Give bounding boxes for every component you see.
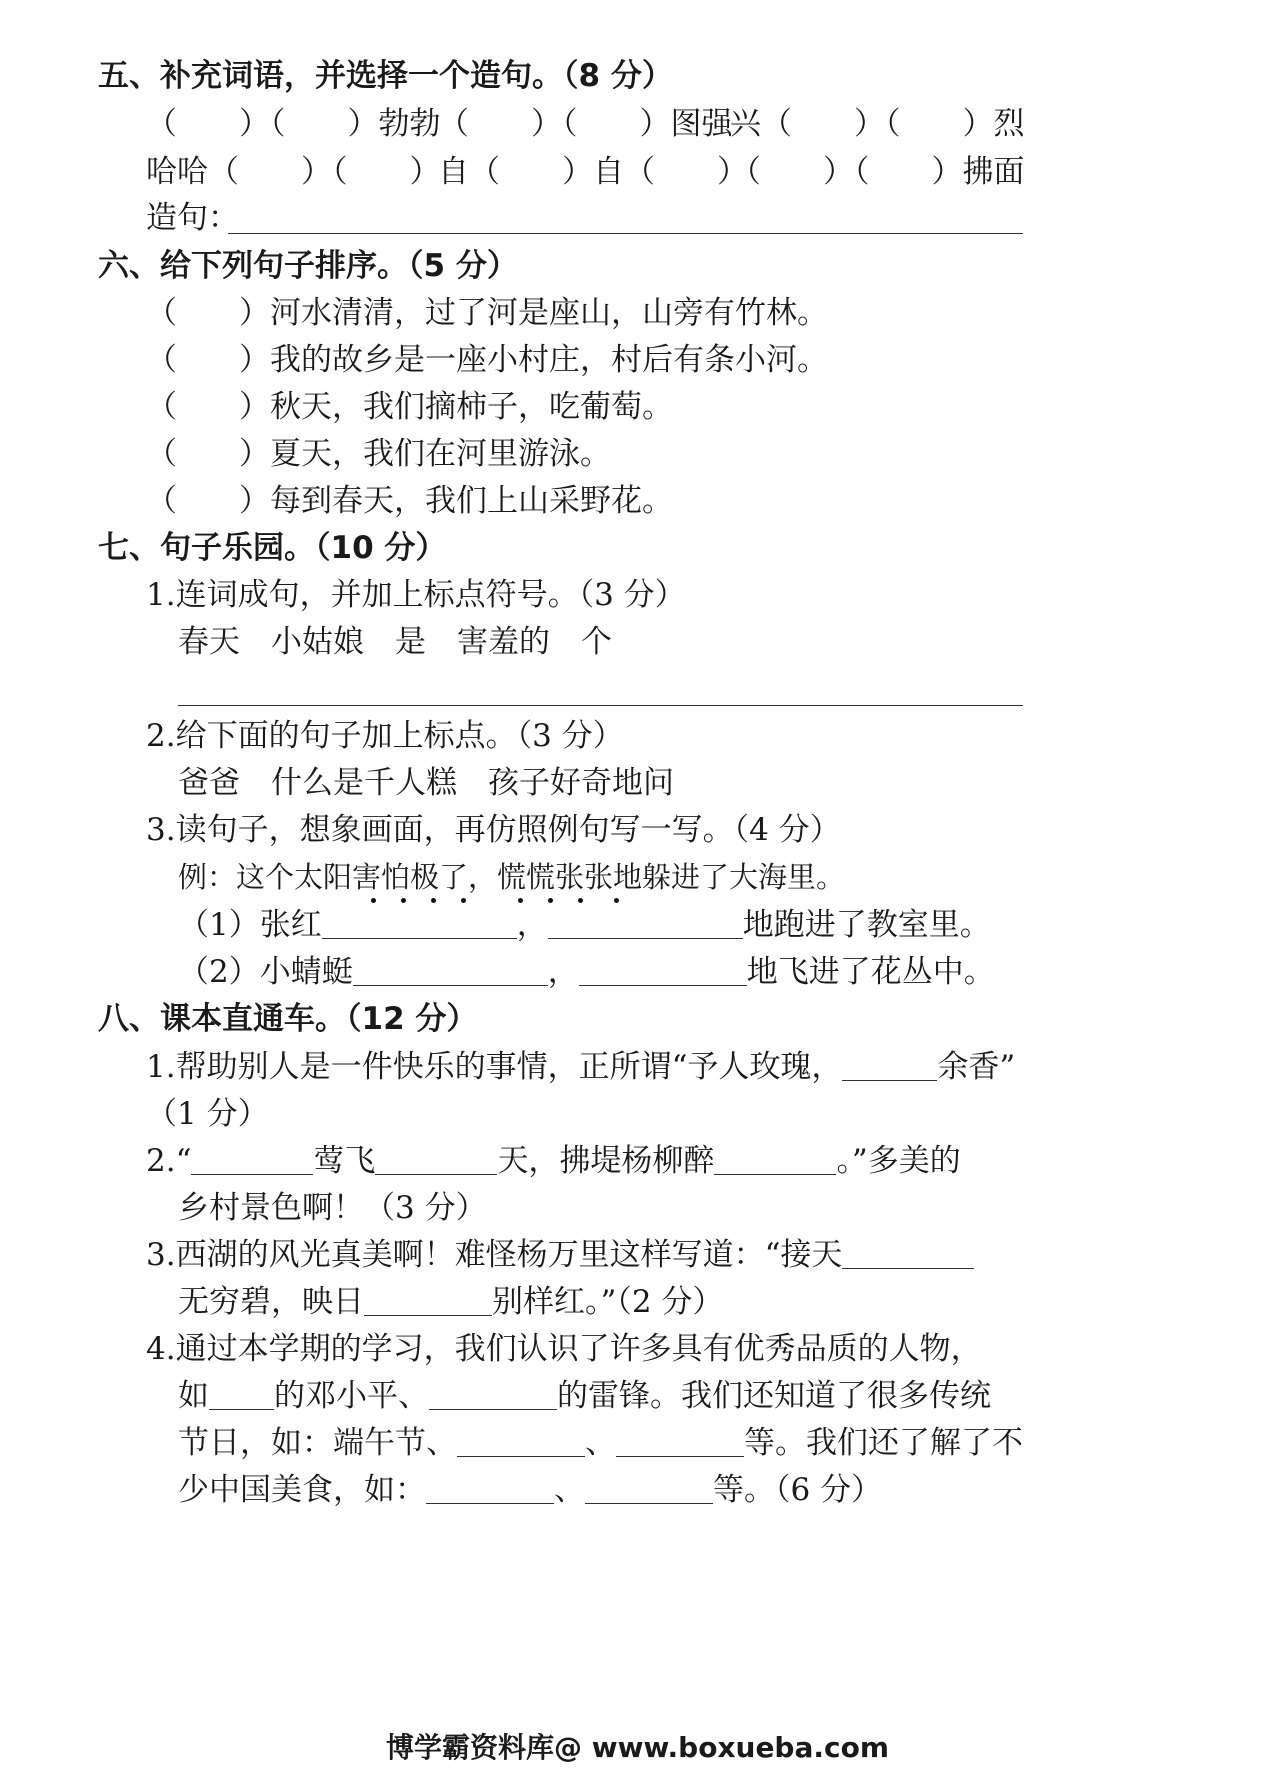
s8-q1-line1 bbox=[146, 1047, 1015, 1087]
s8-q4-l2-text-3: 的雷锋。我们还知道了很多传统 bbox=[557, 1378, 991, 1414]
s5-word-3: 兴（ ）（ ）烈 bbox=[730, 106, 1025, 142]
s8-q4-blank-5[interactable] bbox=[426, 1473, 554, 1504]
s8-q4-l3-text-2: 、 bbox=[585, 1425, 616, 1461]
s7-q2-sentence: 爸爸 什么是千人糕 孩子好奇地问 bbox=[178, 765, 674, 801]
s8-q4-blank-1[interactable] bbox=[209, 1379, 274, 1410]
s8-q1-blank[interactable] bbox=[842, 1050, 937, 1081]
s6-item-2: （ ）我的故乡是一座小村庄，村后有条小河。 bbox=[146, 342, 828, 378]
s8-q4-line1: 4.通过本学期的学习，我们认识了许多具有优秀品质的人物， bbox=[146, 1331, 982, 1367]
s8-q4-blank-3[interactable] bbox=[457, 1426, 585, 1457]
emphasis-dot bbox=[578, 898, 583, 903]
s8-q4-l4-text-2: 、 bbox=[554, 1472, 585, 1508]
s7-q1-words: 春天 小姑娘 是 害羞的 个 bbox=[178, 624, 612, 660]
s7-q3-text: 3.读句子，想象画面，再仿照例句写一写。（4 分） bbox=[146, 812, 841, 848]
s8-q2-blank-3[interactable] bbox=[714, 1144, 836, 1175]
s7-q3-p2-blank-1[interactable] bbox=[353, 955, 548, 986]
s7-q3-p2-sep: ， bbox=[547, 954, 579, 990]
emphasis-dot bbox=[371, 898, 376, 903]
s8-q4-l2-text-2: 的邓小平、 bbox=[274, 1378, 429, 1414]
s7-q3-p2-blank-2[interactable] bbox=[579, 955, 747, 986]
s8-q2-blank-1[interactable] bbox=[191, 1144, 313, 1175]
s8-q1-text: 1.帮助别人是一件快乐的事情，正所谓“予人玫瑰， bbox=[146, 1049, 843, 1085]
s8-q2-text-1: 莺飞 bbox=[313, 1143, 376, 1179]
s8-q4-l4-text-3: 等。（6 分） bbox=[713, 1472, 883, 1508]
s7-q3-p1-end: 地跑进了教室里。 bbox=[742, 907, 991, 943]
s5-word-2: （ ）（ ）图强 bbox=[438, 106, 733, 142]
s8-q3-text-3: 别样红。”（2 分） bbox=[492, 1284, 724, 1320]
s8-q1-end: 余香” bbox=[937, 1049, 1016, 1085]
emphasis-dot bbox=[614, 898, 619, 903]
s7-q3-p1-blank-1[interactable] bbox=[322, 908, 517, 939]
emphasis-dot bbox=[461, 898, 466, 903]
s7-q3-practice-1 bbox=[178, 905, 991, 945]
emphasis-dot bbox=[548, 898, 553, 903]
s7-q1-text: 1.连词成句，并加上标点符号。（3 分） bbox=[146, 577, 686, 613]
s8-q4-line2 bbox=[178, 1376, 991, 1416]
s5-word-5: 自（ ）自（ ） bbox=[438, 154, 748, 190]
s8-q2-line2: 乡村景色啊！（3 分） bbox=[178, 1190, 487, 1226]
s7-q2-text: 2.给下面的句子加上标点。（3 分） bbox=[146, 718, 624, 754]
s7-q3-p1-sep: ， bbox=[516, 907, 548, 943]
watermark-footer: 博学霸资料库@ www.boxueba.com bbox=[385, 1731, 890, 1764]
s8-q4-l3-text-1: 节日，如：端午节、 bbox=[178, 1425, 457, 1461]
s8-q2-open: 2.“ bbox=[146, 1143, 192, 1179]
s5-zaoju-label: 造句： bbox=[146, 200, 239, 236]
s7-q3-practice-2 bbox=[178, 952, 995, 992]
s5-word-1: （ ）（ ）勃勃 bbox=[146, 106, 441, 142]
section-5-title: 五、补充词语，并选择一个造句。（8 分） bbox=[98, 58, 673, 94]
s8-q4-l2-text-1: 如 bbox=[178, 1378, 209, 1414]
s8-q4-blank-4[interactable] bbox=[616, 1426, 744, 1457]
s8-q3-blank-1[interactable] bbox=[842, 1238, 974, 1269]
s7-q3-p1-start: （1）张红 bbox=[178, 907, 322, 943]
s8-q4-line3 bbox=[178, 1423, 1023, 1463]
s5-zaoju-line[interactable] bbox=[228, 233, 1023, 234]
s5-word-6: （ ）（ ）拂面 bbox=[730, 154, 1025, 190]
section-8-title: 八、课本直通车。（12 分） bbox=[98, 1001, 478, 1037]
s8-q3-text-2: 无穷碧，映日 bbox=[178, 1284, 364, 1320]
s8-q4-l4-text-1: 少中国美食，如： bbox=[178, 1472, 426, 1508]
s6-item-3: （ ）秋天，我们摘柿子，吃葡萄。 bbox=[146, 389, 673, 425]
section-7-title: 七、句子乐园。（10 分） bbox=[98, 530, 447, 566]
s6-item-1: （ ）河水清清，过了河是座山，山旁有竹林。 bbox=[146, 295, 828, 331]
s7-q3-p2-end: 地飞进了花丛中。 bbox=[746, 954, 995, 990]
s8-q4-line4 bbox=[178, 1470, 882, 1510]
s8-q3-line2 bbox=[178, 1282, 723, 1322]
s7-q3-p2-start: （2）小蜻蜓 bbox=[178, 954, 353, 990]
emphasis-dot bbox=[401, 898, 406, 903]
s8-q4-blank-6[interactable] bbox=[585, 1473, 713, 1504]
s8-q2-text-3: 。”多美的 bbox=[836, 1143, 961, 1179]
s6-item-4: （ ）夏天，我们在河里游泳。 bbox=[146, 436, 611, 472]
emphasis-dot bbox=[431, 898, 436, 903]
s8-q2-line1 bbox=[146, 1141, 961, 1181]
s8-q2-text-2: 天，拂堤杨柳醉 bbox=[497, 1143, 715, 1179]
s5-word-4: 哈哈（ ）（ ） bbox=[146, 154, 441, 190]
section-6-title: 六、给下列句子排序。（5 分） bbox=[98, 248, 518, 284]
s8-q4-blank-2[interactable] bbox=[429, 1379, 557, 1410]
s7-q3-example: 例：这个太阳害怕极了，慌慌张张地躲进了大海里。 bbox=[178, 860, 846, 894]
s8-q1-score: （1 分） bbox=[146, 1096, 269, 1132]
s7-q1-answer-line[interactable] bbox=[178, 705, 1023, 706]
s8-q4-l3-text-3: 等。我们还了解了不 bbox=[744, 1425, 1023, 1461]
s7-q3-p1-blank-2[interactable] bbox=[548, 908, 743, 939]
s8-q3-blank-2[interactable] bbox=[364, 1285, 492, 1316]
s6-item-5: （ ）每到春天，我们上山采野花。 bbox=[146, 483, 673, 519]
emphasis-dot bbox=[518, 898, 523, 903]
s8-q3-line1 bbox=[146, 1235, 974, 1275]
s8-q2-blank-2[interactable] bbox=[375, 1144, 497, 1175]
s8-q3-text: 3.西湖的风光真美啊！难怪杨万里这样写道：“接天 bbox=[146, 1237, 843, 1273]
